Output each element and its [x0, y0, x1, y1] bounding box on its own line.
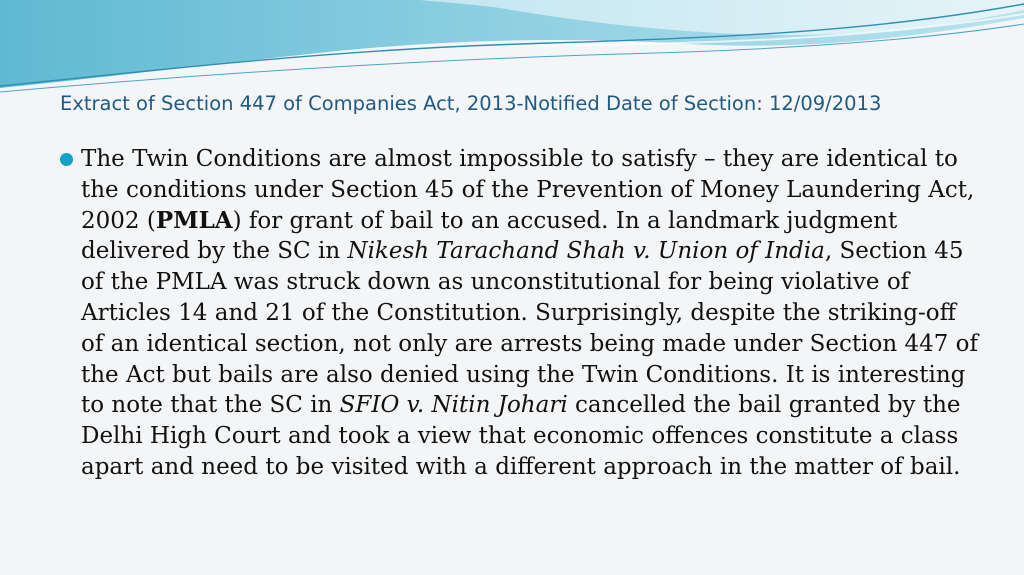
text-segment-bold: PMLA: [155, 206, 233, 234]
case-name-italic: Nikesh Tarachand Shah v. Union of India: [347, 238, 825, 265]
text-segment: , Section 45 of the PMLA was struck down as unconstitutional for being violative of Articles 14 and 21 of the Constitution. Surprisingly, despite the striking-off of an identical section, not only are arrests being made under Section 447 of the Act but bails are also denied using the Twin Conditions. It is interesting to note that the SC in: [81, 238, 979, 419]
bullet-item: [60, 144, 980, 483]
slide-title: Extract of Section 447 of Companies Act, 2013-Notified Date of Section: 12/09/2013: [60, 92, 882, 115]
text-segment: ) for grant of bail to an accused. In a landmark judgment delivered by the SC in: [81, 207, 898, 265]
bullet-dot-icon: [60, 153, 73, 166]
header-wave-decoration: [0, 0, 1024, 100]
slide-body: [60, 144, 980, 483]
text-segment: cancelled the bail granted by the Delhi High Court and took a view that economic offences constitute a class apart and need to be visited with a different approach in the matter of bail.: [81, 392, 961, 480]
bullet-paragraph: [81, 144, 980, 483]
case-name-italic: SFIO v. Nitin Johari: [339, 392, 568, 419]
text-segment: The Twin Conditions are almost impossible to satisfy – they are identical to the conditions under Section 45 of the Prevention of Money Laundering Act, 2002 (: [81, 146, 975, 234]
